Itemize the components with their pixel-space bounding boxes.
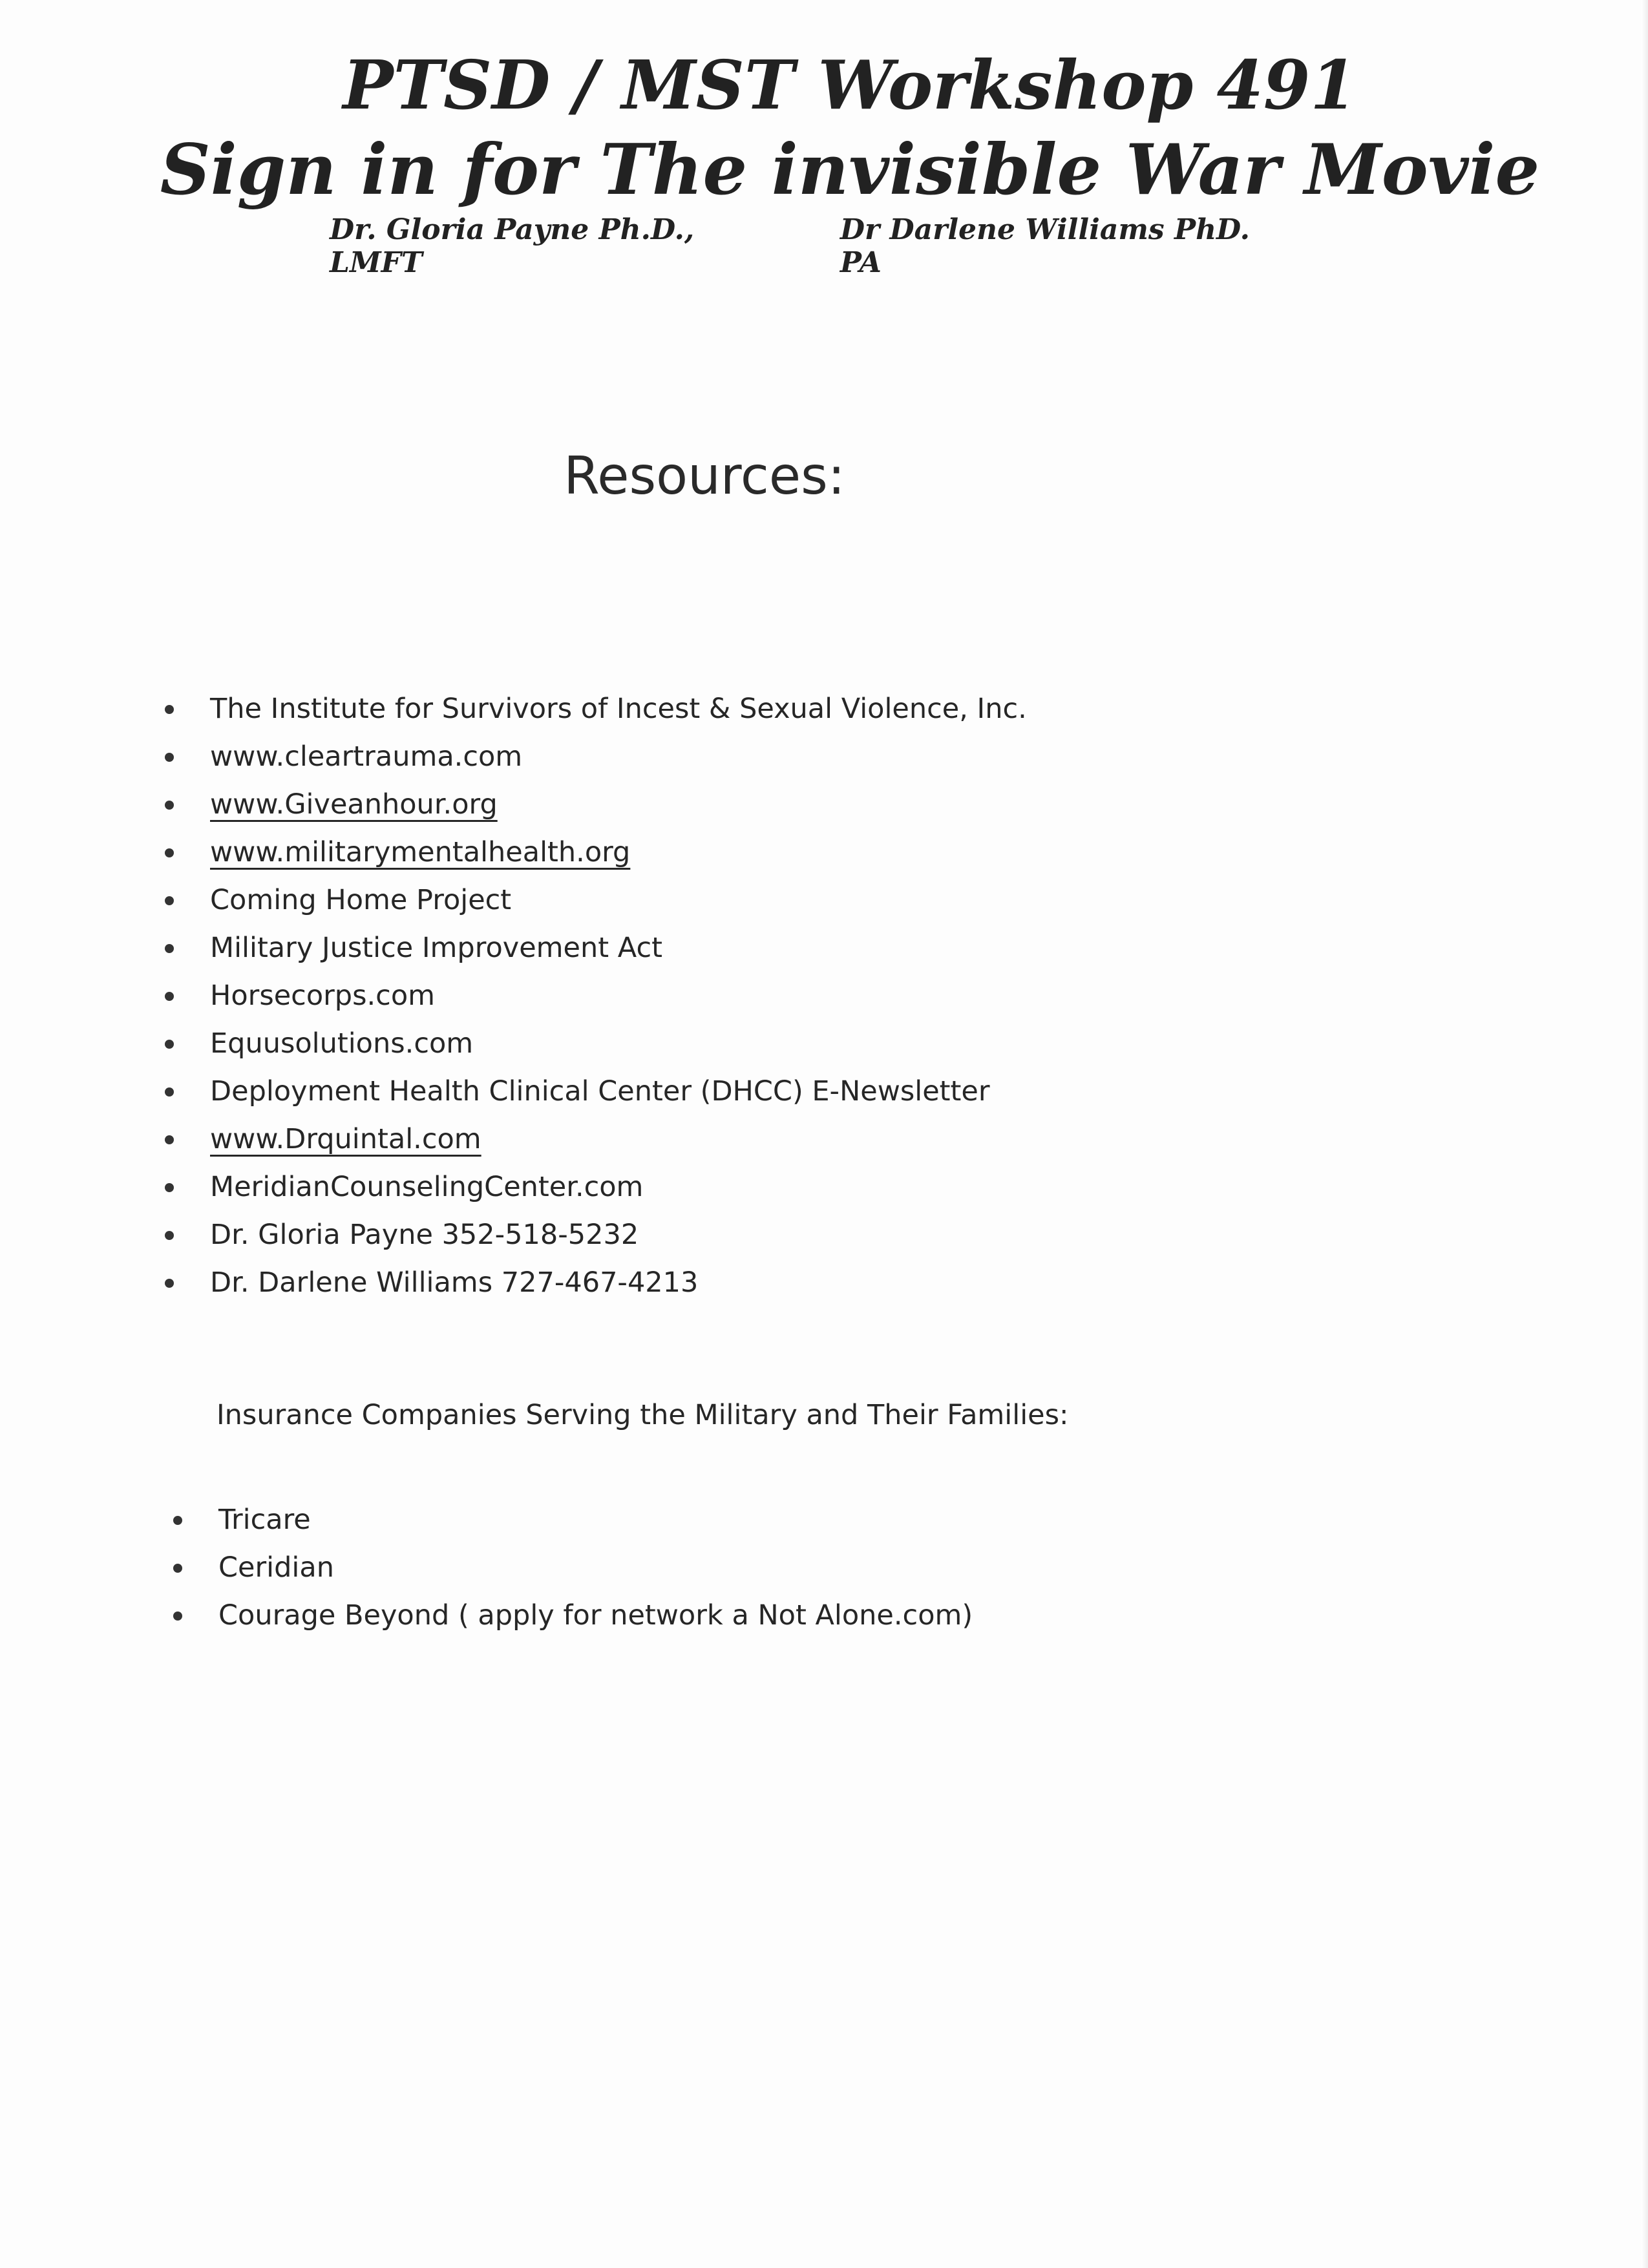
list-item-coming-home: Coming Home Project	[210, 876, 1027, 924]
bullet-icon	[165, 1087, 174, 1097]
bullet-icon	[173, 1564, 182, 1573]
list-item-courage-beyond: Courage Beyond ( apply for network a Not Alone.com)	[218, 1591, 973, 1639]
list-item-darlene-williams: Dr. Darlene Williams 727-467-4213	[210, 1259, 1027, 1307]
bullet-icon	[165, 944, 174, 953]
bullet-icon	[165, 992, 174, 1001]
list-item-tricare: Tricare	[218, 1496, 973, 1544]
list-item-gloria-payne: Dr. Gloria Payne 352-518-5232	[210, 1211, 1027, 1259]
insurance-heading: Insurance Companies Serving the Military and Their Families:	[217, 1399, 1069, 1431]
author-1: Dr. Gloria Payne Ph.D., LMFT	[330, 213, 695, 279]
bullet-icon	[165, 896, 174, 905]
bullet-icon	[165, 705, 174, 714]
list-item-equusolutions: Equusolutions.com	[210, 1020, 1027, 1067]
link-giveanhour[interactable]: www.Giveanhour.org	[210, 781, 1027, 828]
title-line-1: PTSD / MST Workshop 491	[343, 45, 1357, 125]
list-item-horsecorps: Horsecorps.com	[210, 972, 1027, 1020]
bullet-icon	[165, 753, 174, 762]
list-item-dhcc: Deployment Health Clinical Center (DHCC) E-Newsletter	[210, 1067, 1027, 1115]
bullet-icon	[165, 848, 174, 857]
bullet-icon	[165, 1040, 174, 1049]
resources-heading: Resources:	[564, 446, 845, 506]
list-item-ceridian: Ceridian	[218, 1544, 973, 1591]
insurance-list	[218, 1496, 973, 1639]
list-item-institute: The Institute for Survivors of Incest & Sexual Violence, Inc.	[210, 685, 1027, 733]
list-item-meridian: MeridianCounselingCenter.com	[210, 1163, 1027, 1211]
link-drquintal[interactable]: www.Drquintal.com	[210, 1115, 1027, 1163]
list-item-military-justice: Military Justice Improvement Act	[210, 924, 1027, 972]
bullet-icon	[165, 1231, 174, 1240]
bullet-icon	[165, 801, 174, 810]
scan-edge-shadow	[1642, 0, 1648, 2268]
link-militarymentalhealth[interactable]: www.militarymentalhealth.org	[210, 828, 1027, 876]
bullet-icon	[165, 1135, 174, 1144]
bullet-icon	[173, 1516, 182, 1525]
resources-list	[210, 685, 1027, 1307]
authors-line	[330, 213, 1299, 279]
title-line-2: Sign in for The invisible War Movie	[160, 129, 1540, 211]
author-2: Dr Darlene Williams PhD. PA	[840, 213, 1250, 279]
bullet-icon	[165, 1183, 174, 1192]
bullet-icon	[165, 1279, 174, 1288]
list-item-cleartrauma: www.cleartrauma.com	[210, 733, 1027, 781]
bullet-icon	[173, 1612, 182, 1621]
